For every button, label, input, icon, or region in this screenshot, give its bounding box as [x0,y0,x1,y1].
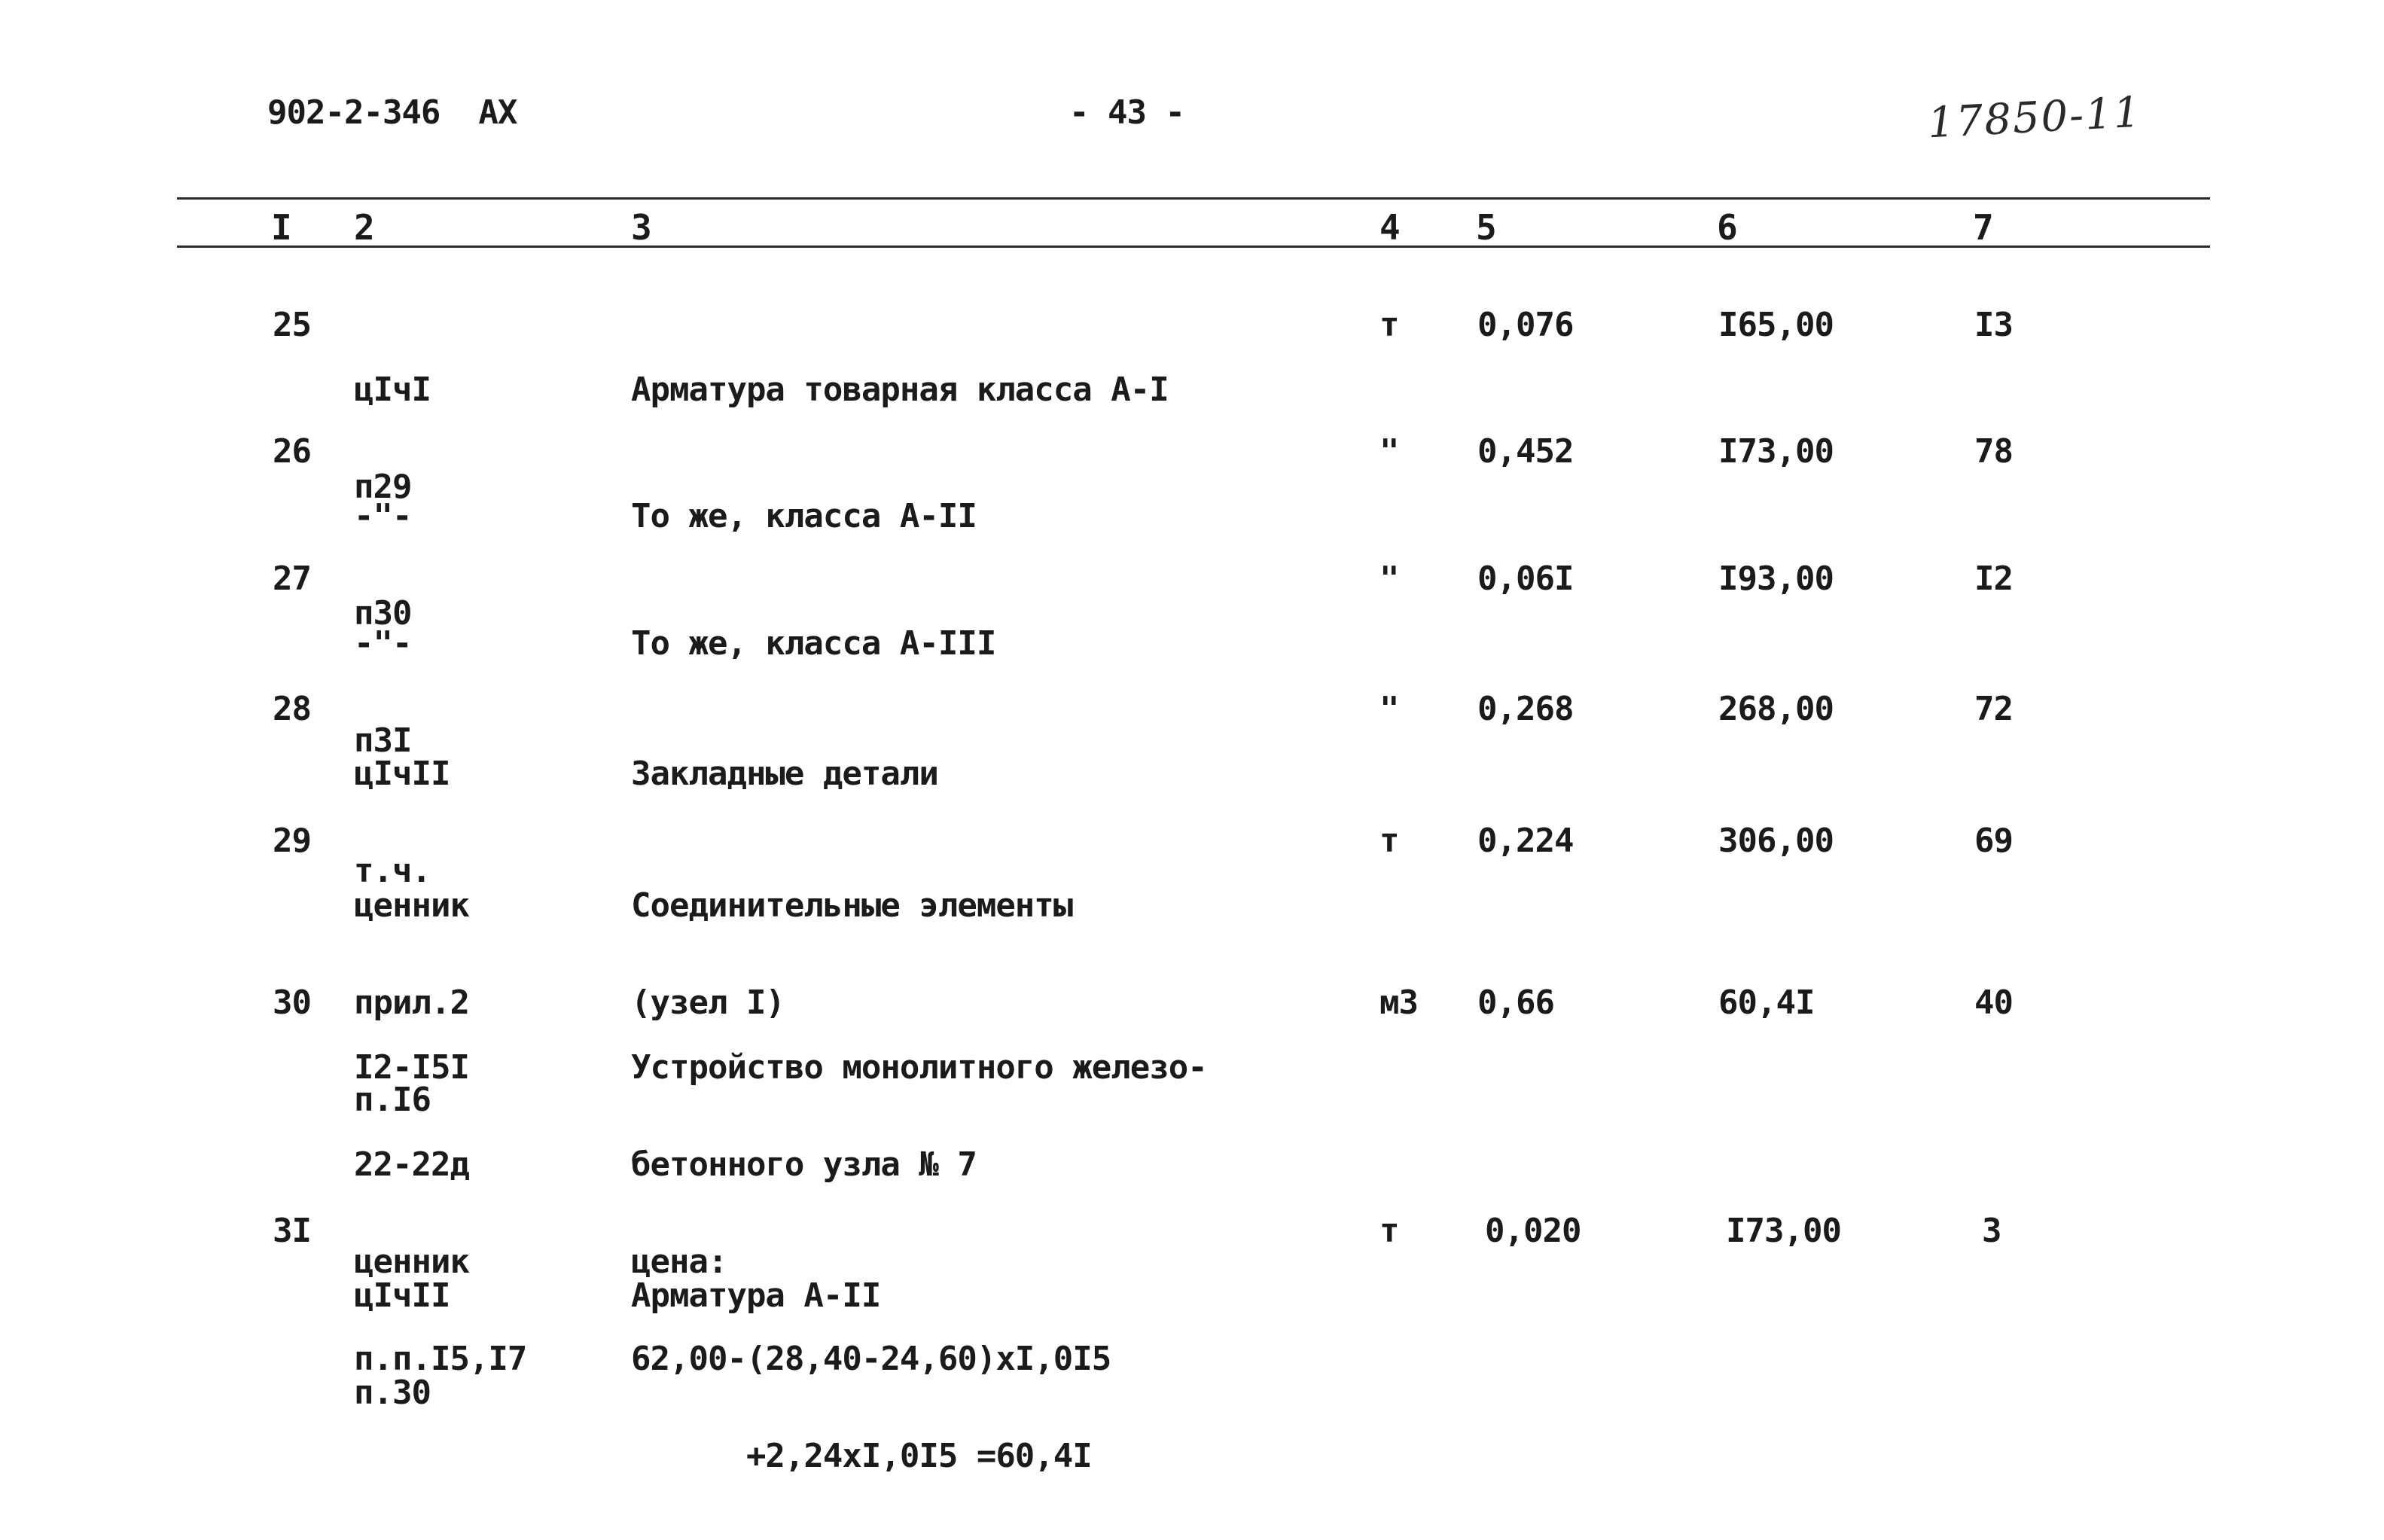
item-name-line: бетонного узла № 7 [631,1145,977,1184]
total-cost: 40 [1974,983,2013,1022]
total-cost: 69 [1974,822,2013,860]
norm-code-line: -"- [354,497,412,535]
unit: " [1379,690,1399,728]
item-name [631,1215,880,1377]
col-number-2: 2 [354,207,375,248]
unit-price: I73,00 [1726,1212,1841,1250]
norm-code-line: п30 [354,594,412,633]
norm-code-line: п.п.I5,I7 [354,1340,527,1378]
unit: т [1379,306,1399,344]
item-name-line: То же, класса А-III [631,624,996,663]
col-number-3: 3 [631,207,652,248]
row-number: 30 [273,983,311,1022]
row-number: 26 [273,432,311,471]
unit-price: 268,00 [1718,690,1834,728]
row-number: 25 [273,306,311,344]
unit: м3 [1379,983,1418,1022]
row-number: 29 [273,822,311,860]
unit: т [1379,1212,1399,1250]
total-cost: 3 [1982,1212,2001,1250]
item-name-line: Арматура товарная класса А-I [631,371,1169,409]
table-top-rule [177,197,2210,200]
unit: " [1379,432,1399,471]
norm-code-line: прил.2 [354,983,469,1022]
unit-price: I73,00 [1718,432,1834,471]
item-name-line: Закладные детали [631,755,938,793]
quantity: 0,452 [1477,432,1574,471]
norm-code-line: п.I6 [354,1081,431,1119]
norm-code-line: п3I [354,721,412,760]
document-code: 902-2-346 АХ [267,93,517,132]
page-number: - 43 - [1069,93,1184,132]
quantity: 0,076 [1477,306,1574,344]
norm-code-line: п29 [354,468,412,506]
row-number: 27 [273,560,311,598]
norm-code-line: п.30 [354,1374,431,1412]
norm-code [354,1215,450,1474]
norm-code-line: цIчII [354,1276,450,1315]
total-cost: 72 [1974,690,2013,728]
handwritten-inventory-number: 17850-11 [1926,87,2143,148]
norm-code-line: ценник [354,1243,469,1281]
total-cost: I2 [1974,560,2013,598]
norm-code-line: цIчII [354,755,450,793]
unit-price: I93,00 [1718,560,1834,598]
unit-price: I65,00 [1718,306,1834,344]
table-header-bottom-rule [177,245,2210,248]
unit-price: 60,4I [1718,983,1815,1022]
item-name-line: +2,24хI,0I5 =60,4I [631,1437,1092,1475]
item-name-line: То же, класса А-II [631,497,977,535]
col-number-5: 5 [1476,207,1497,248]
item-name-line: 62,00-(28,40-24,60)хI,0I5 [631,1340,1111,1378]
norm-code-line: ценник [354,886,469,925]
col-number-1: I [271,207,292,248]
norm-code-line: I2-I5I [354,1048,469,1087]
total-cost: 78 [1974,432,2013,471]
quantity: 0,66 [1477,983,1554,1022]
norm-code-line: т.ч. [354,852,431,890]
item-name-line: цена: [631,1243,727,1281]
quantity: 0,224 [1477,822,1574,860]
total-cost: I3 [1974,306,2013,344]
item-name-line: (узел I) [631,983,785,1022]
item-name-line: Арматура А-II [631,1276,881,1315]
item-name-line: Устройство монолитного железо- [631,1048,1207,1087]
col-number-6: 6 [1717,207,1738,248]
col-number-4: 4 [1379,207,1401,248]
row-number: 28 [273,690,311,728]
norm-code-line: цIчI [354,371,431,409]
row-number: 3I [273,1212,311,1250]
norm-code-line: 22-22д [354,1145,469,1184]
quantity: 0,268 [1477,690,1574,728]
norm-code-line: -"- [354,624,412,663]
col-number-7: 7 [1973,207,1994,248]
unit: т [1379,822,1399,860]
quantity: 0,06I [1477,560,1574,598]
unit: " [1379,560,1399,598]
unit-price: 306,00 [1718,822,1834,860]
quantity: 0,020 [1485,1212,1581,1250]
item-name-line: Соединительные элементы [631,886,1073,925]
